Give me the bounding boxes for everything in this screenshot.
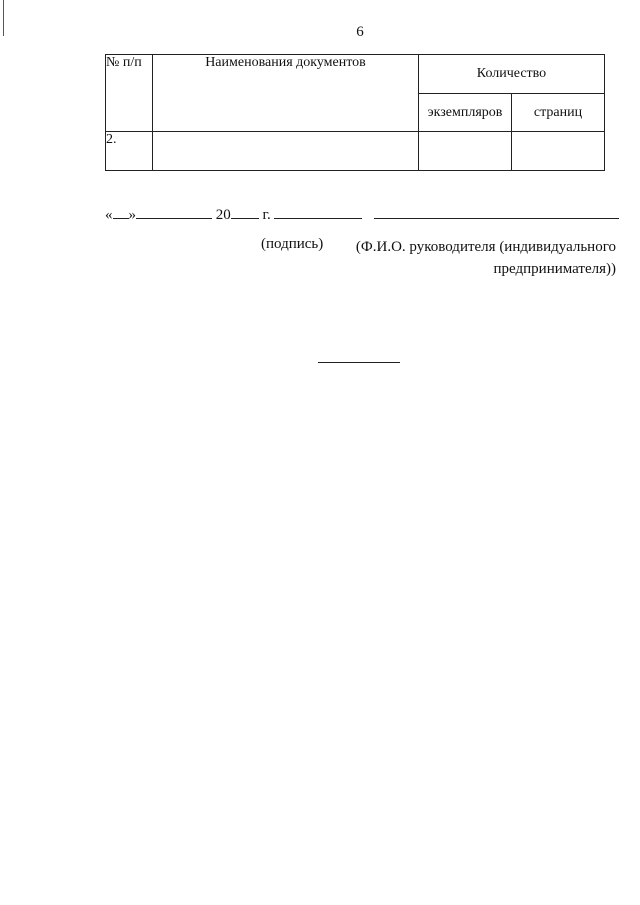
row-copies-cell — [419, 132, 512, 171]
row-pages-cell — [512, 132, 605, 171]
date-open-quote: « — [105, 207, 113, 223]
table-row — [106, 132, 605, 171]
signature-blank — [274, 204, 362, 219]
signature-caption: (подпись) — [261, 236, 324, 252]
date-signature-line — [105, 204, 619, 224]
header-pages: страниц — [512, 94, 605, 132]
day-blank — [113, 204, 129, 219]
year-prefix: 20 — [215, 207, 231, 223]
name-blank — [374, 204, 619, 219]
documents-table — [105, 54, 605, 171]
header-copies: экземпляров — [419, 94, 512, 132]
row-document-name-cell — [153, 132, 419, 171]
year-blank — [231, 204, 259, 219]
row-number-cell: 2. — [106, 132, 153, 171]
table-header-row — [106, 55, 605, 94]
page-number: 6 — [356, 24, 364, 40]
date-close-quote: » — [128, 207, 136, 223]
header-document-names: Наименования документов — [153, 55, 419, 132]
header-number: № п/п — [106, 55, 153, 132]
year-suffix: г. — [262, 207, 271, 223]
month-blank — [136, 204, 212, 219]
name-caption: (Ф.И.О. руководителя (индивидуального предпринимателя)) — [355, 239, 616, 277]
header-quantity: Количество — [419, 55, 605, 94]
end-separator-line — [318, 362, 400, 363]
